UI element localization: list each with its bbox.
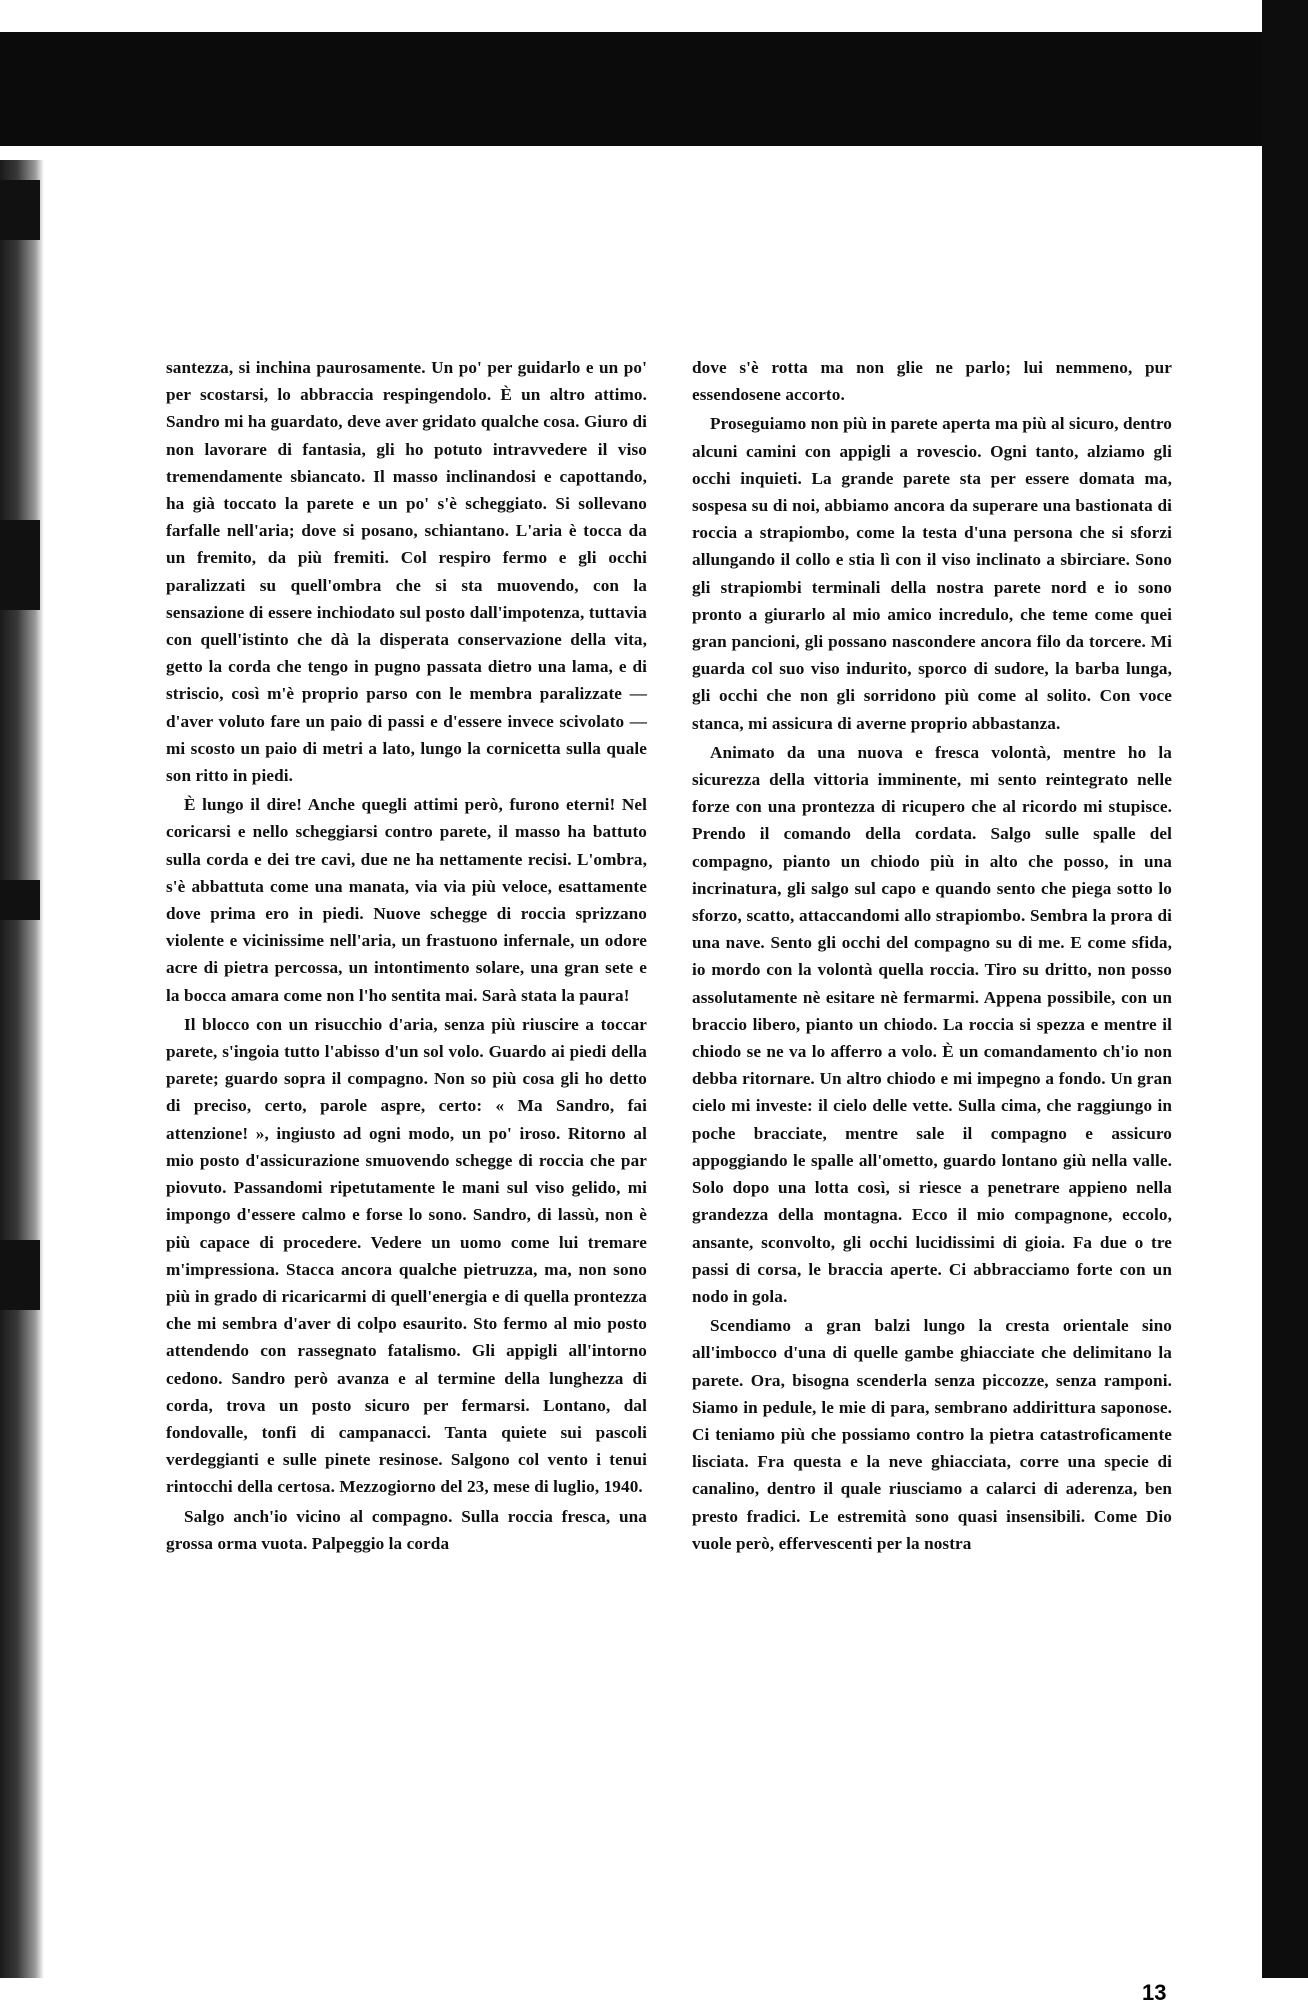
paragraph: È lungo il dire! Anche quegli attimi però, furono eterni! Nel coricarsi e nello scheggiarsi contro parete, il masso ha battuto sulla corda e dei tre cavi, due ne ha nettamente recisi. L'ombra, s'è abbattuta come una manata, via via più veloce, esattamente dove prima ero in piedi. Nuove schegge di roccia sprizzano violente e vicinissime nell'aria, un frastuono infernale, un odore acre di pietra percossa, un intontimento solare, una gran sete e la bocca amara come non l'ho sentita mai. Sarà stata la paura!: [166, 795, 647, 1005]
paragraph: Salgo anch'io vicino al compagno. Sulla roccia fresca, una grossa orma vuota. Palpeggio la corda: [166, 1506, 647, 1553]
scan-left-edge-shadow: [0, 160, 44, 1978]
paragraph: Il blocco con un risucchio d'aria, senza più riuscire a toccar parete, s'ingoia tutto l'abisso d'un sol volo. Guardo ai piedi della parete; guardo sopra il compagno. Non so più cosa gli ho detto di preciso, certo, parole aspre, certo: « Ma Sandro, fai attenzione! », ingiusto ad ogni modo, un po' iroso. Ritorno al mio posto d'assicurazione smuovendo schegge di roccia che par piovuto. Passandomi ripetutamente le mani sul viso gelido, mi impongo d'essere calmo e forse lo sono. Sandro, di lassù, non è più capace di procedere. Vedere un uomo come lui tremare m'impressiona. Stacca ancora qualche pietruzza, ma, non sono più in grado di ricaricarmi di quell'energia e di quella prontezza che mi sembra d'aver di colpo esaurito. Sto fermo al mio posto attendendo con rassegnato fatalismo. Gli appigli all'intorno cedono. Sandro però avanza e al termine della lunghezza di corda, trova un posto sicuro per fermarsi. Lontano, dal fondovalle, tonfi di campanacci. Tanta quiete sui pascoli verdeggianti e sulle pinete resinose. Salgono col vento i tenui rintocchi della certosa. Mezzogiorno del 23, mese di luglio, 1940.: [166, 1014, 647, 1497]
right-text-column: [692, 354, 1172, 1557]
paragraph: Proseguiamo non più in parete aperta ma più al sicuro, dentro alcuni camini con appigli a rovescio. Ogni tanto, alziamo gli occhi inquieti. La grande parete sta per essere domata ma, sospesa su di noi, abbiamo ancora da superare una bastionata di roccia a strapiombo, come la testa d'una persona che si sforzi allungando il collo e stia lì con il viso inclinato a sbirciare. Sono gli strapiombi terminali della nostra parete nord e io sono pronto a giurarlo al mio amico incredulo, che teme come quei gran pancioni, gli possano nascondere ancora filo da torcere. Mi guarda col suo viso indurito, sporco di sudore, la barba lunga, gli occhi che non gli sorridono più come al solito. Con voce stanca, mi assicura di averne proprio abbastanza.: [692, 414, 1172, 733]
book-page: [46, 146, 1262, 2005]
scan-right-border: [1262, 0, 1308, 1978]
paragraph: santezza, si inchina paurosamente. Un po' per guidarlo e un po' per scostarsi, lo abbraccia respingendolo. È un altro attimo. Sandro mi ha guardato, deve aver gridato qualche cosa. Giuro di non lavorare di fantasia, gli ho potuto intravvedere il viso tremendamente sbiancato. Il masso inclinandosi e capottando, ha già toccato la parete e un po' s'è scheggiato. Si sollevano farfalle nell'aria; dove si posano, schiantano. L'aria è tocca da un fremito, da più fremiti. Col respiro fermo e gli occhi paralizzati su quell'ombra che si sta muovendo, con la sensazione di essere inchiodato sul posto dall'impotenza, tuttavia con quell'istinto che dà la disperata conservazione della vita, getto la corda che tengo in pugno passata dietro una lama, e di striscio, così m'è proprio parso con le membra paralizzate — d'aver voluto fare un paio di passi e d'essere invece scivolato — mi scosto un paio di metri a lato, lungo la cornicetta sulla quale son ritto in piedi.: [166, 358, 647, 786]
paragraph: Scendiamo a gran balzi lungo la cresta orientale sino all'imbocco d'una di quelle gambe ghiacciate che delimitano la parete. Ora, bisogna scenderla senza piccozze, senza ramponi. Siamo in pedule, le mie di para, sembrano addirittura saponose. Ci teniamo più che possiamo contro la pietra catastroficamente lisciata. Fra questa e la neve ghiacciata, corre una specie di canalino, dentro il quale riusciamo a calarci di aderenza, ben presto fradici. Le estremità sono quasi insensibili. Come Dio vuole però, effervescenti per la nostra: [692, 1316, 1172, 1553]
left-text-column: [166, 354, 647, 1557]
page-number: 13: [1142, 1980, 1167, 2005]
paragraph: dove s'è rotta ma non glie ne parlo; lui nemmeno, pur essendosene accorto.: [692, 358, 1172, 405]
paragraph: Animato da una nuova e fresca volontà, mentre ho la sicurezza della vittoria imminente, mi sento reintegrato nelle forze con una prontezza di ricupero che al ricordo mi stupisce. Prendo il comando della cordata. Salgo sulle spalle del compagno, pianto un chiodo più in alto che posso, in una incrinatura, gli salgo sul capo e quando sento che piega sotto lo sforzo, scatto, attaccandomi allo strapiombo. Sembra la prora di una nave. Sento gli occhi del compagno su di me. E come sfida, io mordo con la volontà quella roccia. Tiro su dritto, non posso assolutamente nè esitare nè fermarmi. Appena possibile, con un braccio libero, pianto un chiodo. La roccia si spezza e mentre il chiodo se ne va lo afferro a volo. È un comandamento ch'io non debba ritornare. Un altro chiodo e mi impegno a fondo. Un gran cielo mi investe: il cielo delle vette. Sulla cima, che raggiungo in poche bracciate, mentre sale il compagno e assicuro appoggiando le spalle all'ometto, guardo lontano giù nella valle. Solo dopo una lotta così, si riesce a penetrare appieno nella grandezza della montagna. Ecco il mio compagnone, eccolo, ansante, sconvolto, gli occhi lucidissimi di gioia. Fa due o tre passi di corsa, le braccia aperte. Ci abbracciamo forte con un nodo in gola.: [692, 742, 1172, 1306]
scan-top-border: [0, 0, 1308, 146]
